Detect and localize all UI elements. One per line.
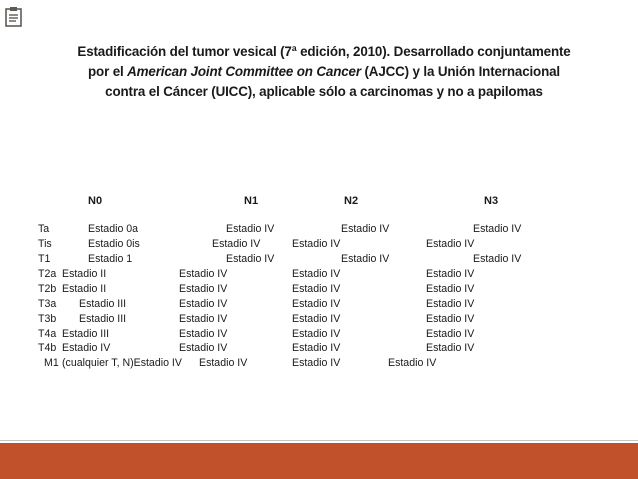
cell-n3: Estadio IV [426, 328, 475, 340]
row-label: T4b [38, 342, 57, 354]
cell-n0: Estadio II [62, 283, 107, 295]
title-line-3: contra el Cáncer (UICC), aplicable sólo a carcinomas y no a papilomas [105, 84, 543, 99]
cell-n2: Estadio IV [292, 342, 341, 354]
cell-n3: Estadio IV [426, 238, 475, 250]
title-line-2-post: (AJCC) y la Unión Internacional [360, 64, 560, 79]
cell-n1: Estadio IV [179, 283, 228, 295]
cell-n1: Estadio IV [179, 313, 228, 325]
cell-n2: Estadio IV [341, 253, 390, 265]
cell-n1: Estadio IV [179, 328, 228, 340]
cell-n2: Estadio IV [292, 283, 341, 295]
row-label: T2a [38, 268, 57, 280]
cell-n0: Estadio III [62, 328, 110, 340]
page-title [50, 42, 598, 102]
cell-n1: Estadio IV [199, 357, 248, 369]
header-n2: N2 [344, 195, 359, 207]
cell-n1: Estadio IV [179, 298, 228, 310]
row-label: T2b [38, 283, 57, 295]
row-label: T4a [38, 328, 57, 340]
cell-n3: Estadio IV [426, 298, 475, 310]
cell-n3: Estadio IV [473, 253, 522, 265]
cell-n2: Estadio IV [292, 313, 341, 325]
cell-n0: Estadio 0is [88, 238, 140, 250]
cell-n2: Estadio IV [292, 298, 341, 310]
cell-n1: Estadio IV [226, 223, 275, 235]
row-label: T3a [38, 298, 57, 310]
cell-n0: Estadio 1 [88, 253, 133, 265]
header-n0: N0 [88, 195, 103, 207]
cell-n1: Estadio IV [179, 342, 228, 354]
cell-n0: Estadio II [62, 268, 107, 280]
header-n3: N3 [484, 195, 499, 207]
title-line-2-em: American Joint Committee on Cancer [127, 64, 361, 79]
row-label: M1 [44, 357, 59, 369]
cell-n0: Estadio IV [62, 342, 111, 354]
cell-n0: (cualquier T, N)Estadio IV [62, 357, 182, 369]
footer-band [0, 443, 638, 479]
cell-n1: Estadio IV [179, 268, 228, 280]
cell-n3: Estadio IV [473, 223, 522, 235]
cell-n2: Estadio IV [292, 268, 341, 280]
header-n1: N1 [244, 195, 259, 207]
title-line-2-pre: por el [88, 64, 128, 79]
cell-n3: Estadio IV [426, 268, 475, 280]
cell-n3: Estadio IV [426, 342, 475, 354]
row-label: T1 [38, 253, 51, 265]
row-label: T3b [38, 313, 57, 325]
cell-n3: Estadio IV [388, 357, 437, 369]
cell-n0: Estadio 0a [88, 223, 139, 235]
cell-n2: Estadio IV [292, 238, 341, 250]
cell-n1: Estadio IV [212, 238, 261, 250]
cell-n3: Estadio IV [426, 283, 475, 295]
title-line-2 [50, 62, 598, 82]
cell-n2: Estadio IV [292, 328, 341, 340]
cell-n2: Estadio IV [292, 357, 341, 369]
row-label: Ta [38, 223, 50, 235]
row-label: Tis [38, 238, 52, 250]
cell-n0: Estadio III [79, 313, 127, 325]
title-line-1: Estadificación del tumor vesical (7ª edición, 2010). Desarrollado conjuntamente [77, 44, 571, 59]
cell-n3: Estadio IV [426, 313, 475, 325]
cell-n1: Estadio IV [226, 253, 275, 265]
clipboard-document-icon [5, 6, 22, 27]
cell-n2: Estadio IV [341, 223, 390, 235]
cell-n0: Estadio III [79, 298, 127, 310]
